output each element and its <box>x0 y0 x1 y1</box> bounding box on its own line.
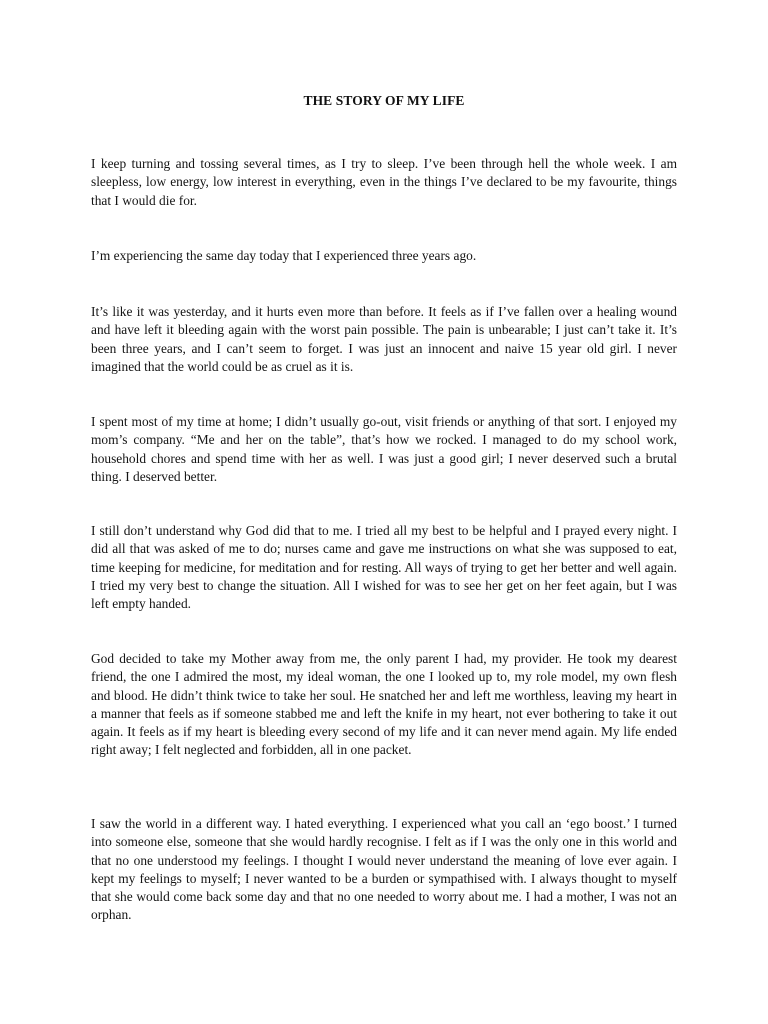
paragraph-5: I still don’t understand why God did that to me. I tried all my best to be helpful and I prayed every night. I did all that was asked of me to do; nurses came and gave me instructions on what she was supposed to eat, time keeping for medicine, for meditation and for resting. All ways of trying to get her better and well again. I tried my very best to change the situation. All I wished for was to see her get on her feet again, but I was left empty handed. <box>91 523 677 612</box>
paragraph-1: I keep turning and tossing several times, as I try to sleep. I’ve been through hell the whole week. I am sleepless, low energy, low interest in everything, even in the things I’ve declared to be my favourite, things that I would die for. <box>91 156 677 208</box>
paragraph-6: God decided to take my Mother away from me, the only parent I had, my provider. He took my dearest friend, the one I admired the most, my ideal woman, the one I looked up to, my role model, my own flesh and blood. He didn’t think twice to take her soul. He snatched her and left me worthless, leaving my heart in a manner that feels as if someone stabbed me and left the knife in my heart, not ever bothering to take it out again. It feels as if my heart is bleeding every second of my life and it can never mend again. My life ended right away; I felt neglected and forbidden, all in one packet. <box>91 651 677 758</box>
document-title: THE STORY OF MY LIFE <box>303 93 465 108</box>
paragraph-4: I spent most of my time at home; I didn’t usually go-out, visit friends or anything of that sort. I enjoyed my mom’s company. “Me and her on the table”, that’s how we rocked. I managed to do my school work, household chores and spend time with her as well. I was just a good girl; I never deserved such a brutal thing. I deserved better. <box>91 414 677 484</box>
paragraph-7: I saw the world in a different way. I hated everything. I experienced what you call an ‘ego boost.’ I turned into someone else, someone that she would hardly recognise. I felt as if I was the only one in this world and that no one understood my feelings. I thought I would never understand the meaning of love ever again. I kept my feelings to myself; I never wanted to be a burden or sympathised with. I always thought to myself that she would come back some day and that no one needed to worry about me. I had a mother, I was not an orphan. <box>91 816 677 923</box>
paragraph-2: I’m experiencing the same day today that I experienced three years ago. <box>91 248 477 263</box>
paragraph-3: It’s like it was yesterday, and it hurts even more than before. It feels as if I’ve fallen over a healing wound and have left it bleeding again with the worst pain possible. The pain is unbearable; I just can’t take it. It’s been three years, and I can’t seem to forget. I was just an innocent and naive 15 year old girl. I never imagined that the world could be as cruel as it is. <box>91 304 677 374</box>
